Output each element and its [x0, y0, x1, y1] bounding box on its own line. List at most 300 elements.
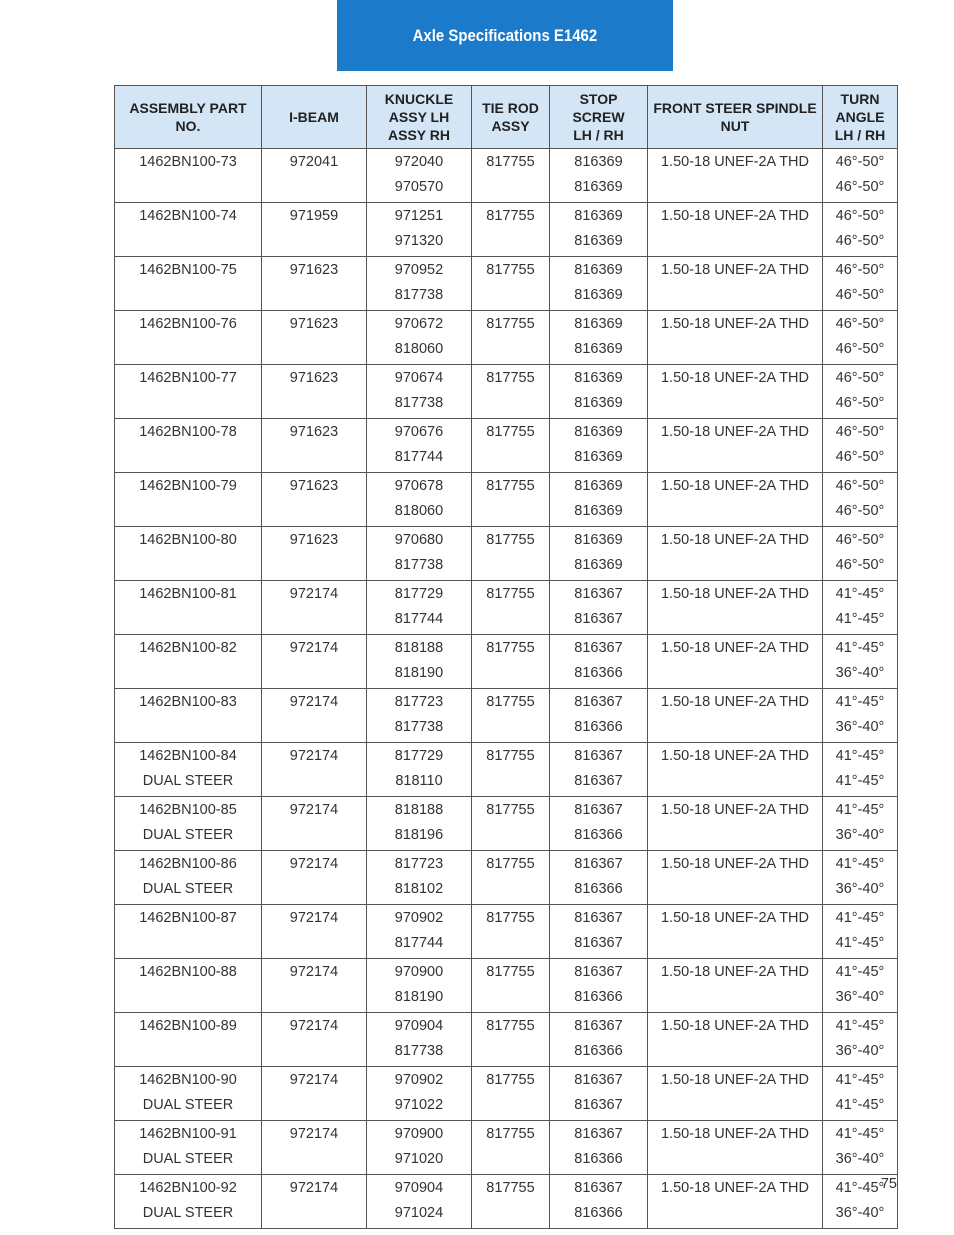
cell-value: 816369: [574, 449, 623, 465]
cell-value: 1.50-18 UNEF-2A THD: [660, 154, 809, 170]
column-header-tie-rod-assy: [472, 86, 550, 149]
cell-value: 1.50-18 UNEF-2A THD: [660, 910, 809, 926]
cell-value: 36°-40°: [835, 827, 885, 843]
cell-value: 817723: [394, 856, 444, 872]
cell-tie-rod-assy: [472, 581, 550, 635]
cell-assembly-part-no: [115, 473, 262, 527]
cell-value: 46°-50°: [835, 370, 885, 386]
cell-assembly-part-no: [115, 959, 262, 1013]
cell-tie-rod-assy: [472, 257, 550, 311]
cell-value: 817755: [486, 262, 535, 278]
cell-value: 971623: [289, 316, 339, 332]
cell-assembly-part-no: [115, 311, 262, 365]
cell-stop-screw: [550, 365, 648, 419]
cell-value: 817738: [394, 1043, 444, 1059]
table-row: [115, 851, 898, 905]
cell-tie-rod-assy: [472, 1067, 550, 1121]
cell-i-beam: [262, 581, 367, 635]
cell-value: 41°-45°: [835, 910, 885, 926]
cell-value: 1.50-18 UNEF-2A THD: [660, 424, 809, 440]
column-header-line: NO.: [175, 118, 201, 134]
cell-stop-screw: [550, 797, 648, 851]
cell-value: 972174: [289, 748, 339, 764]
cell-stop-screw: [550, 743, 648, 797]
cell-assembly-part-no: [115, 1121, 262, 1175]
cell-front-steer-spindle-nut: [648, 1121, 823, 1175]
cell-tie-rod-assy: [472, 689, 550, 743]
cell-assembly-part-no: [115, 905, 262, 959]
cell-knuckle-assy: [367, 311, 472, 365]
cell-value: 41°-45°: [835, 935, 885, 951]
cell-knuckle-assy: [367, 527, 472, 581]
cell-value: 816369: [574, 316, 623, 332]
cell-value: 817755: [486, 586, 535, 602]
cell-knuckle-assy: [367, 1121, 472, 1175]
cell-knuckle-assy: [367, 797, 472, 851]
cell-stop-screw: [550, 203, 648, 257]
cell-assembly-part-no: [115, 689, 262, 743]
cell-value: 46°-50°: [835, 478, 885, 494]
cell-value: 817755: [486, 748, 535, 764]
cell-knuckle-assy: [367, 419, 472, 473]
cell-value: 41°-45°: [835, 1126, 885, 1142]
cell-tie-rod-assy: [472, 1175, 550, 1229]
cell-value: 1.50-18 UNEF-2A THD: [660, 640, 809, 656]
cell-knuckle-assy: [367, 257, 472, 311]
table-row: [115, 905, 898, 959]
cell-i-beam: [262, 149, 367, 203]
cell-value: 41°-45°: [835, 773, 885, 789]
cell-value: 46°-50°: [835, 341, 885, 357]
column-header-line: NUT: [720, 118, 750, 134]
cell-i-beam: [262, 1121, 367, 1175]
cell-value: 817738: [394, 557, 444, 573]
table-row: [115, 257, 898, 311]
cell-value: 817738: [394, 287, 444, 303]
cell-value: 36°-40°: [835, 1151, 885, 1167]
cell-value: 1462BN100-83: [139, 694, 237, 710]
cell-assembly-part-no: [115, 797, 262, 851]
cell-value: 1.50-18 UNEF-2A THD: [660, 586, 809, 602]
table-row: [115, 1067, 898, 1121]
cell-stop-screw: [550, 851, 648, 905]
cell-value: DUAL STEER: [142, 1205, 234, 1221]
cell-value: 1462BN100-79: [139, 478, 237, 494]
cell-value: 1462BN100-74: [139, 208, 237, 224]
cell-front-steer-spindle-nut: [648, 851, 823, 905]
cell-value: 817755: [486, 856, 535, 872]
cell-front-steer-spindle-nut: [648, 527, 823, 581]
cell-value: 816366: [574, 827, 623, 843]
cell-knuckle-assy: [367, 365, 472, 419]
cell-value: 816369: [574, 233, 623, 249]
cell-value: 970570: [394, 179, 444, 195]
cell-knuckle-assy: [367, 149, 472, 203]
cell-turn-angle: [823, 797, 898, 851]
cell-assembly-part-no: [115, 635, 262, 689]
column-header-line: STOP SCREW: [572, 91, 625, 125]
cell-value: 817755: [486, 1072, 535, 1088]
table-row: [115, 1175, 898, 1229]
cell-tie-rod-assy: [472, 1013, 550, 1067]
cell-value: 816367: [574, 773, 623, 789]
cell-value: 972174: [289, 1072, 339, 1088]
cell-value: 1462BN100-76: [139, 316, 237, 332]
cell-value: 817729: [394, 748, 444, 764]
cell-i-beam: [262, 1013, 367, 1067]
cell-i-beam: [262, 1067, 367, 1121]
cell-knuckle-assy: [367, 959, 472, 1013]
cell-front-steer-spindle-nut: [648, 905, 823, 959]
cell-value: 817755: [486, 154, 535, 170]
cell-value: 41°-45°: [835, 856, 885, 872]
table-row: [115, 797, 898, 851]
cell-i-beam: [262, 851, 367, 905]
cell-assembly-part-no: [115, 1013, 262, 1067]
cell-turn-angle: [823, 851, 898, 905]
cell-value: 971623: [289, 262, 339, 278]
cell-value: 36°-40°: [835, 1205, 885, 1221]
cell-value: 46°-50°: [835, 262, 885, 278]
cell-value: 41°-45°: [835, 1097, 885, 1113]
cell-value: DUAL STEER: [142, 773, 234, 789]
cell-value: 816366: [574, 1043, 623, 1059]
cell-value: 816367: [574, 802, 623, 818]
table-row: [115, 419, 898, 473]
cell-knuckle-assy: [367, 1175, 472, 1229]
cell-value: 816369: [574, 532, 623, 548]
column-header-front-steer-spindle-nut: [648, 86, 823, 149]
cell-value: 818196: [394, 827, 444, 843]
cell-front-steer-spindle-nut: [648, 311, 823, 365]
table-row: [115, 149, 898, 203]
cell-value: 972174: [289, 964, 339, 980]
cell-value: 816369: [574, 478, 623, 494]
cell-value: 816367: [574, 611, 623, 627]
cell-value: 817755: [486, 802, 535, 818]
cell-value: 41°-45°: [835, 640, 885, 656]
cell-turn-angle: [823, 365, 898, 419]
cell-value: 816369: [574, 287, 623, 303]
cell-value: 816369: [574, 208, 623, 224]
cell-value: 971022: [394, 1097, 444, 1113]
column-header-line: I-BEAM: [289, 109, 339, 125]
cell-value: 816366: [574, 1151, 623, 1167]
page-header-banner: [337, 0, 673, 71]
cell-turn-angle: [823, 419, 898, 473]
cell-value: 816367: [574, 586, 623, 602]
cell-i-beam: [262, 311, 367, 365]
cell-tie-rod-assy: [472, 203, 550, 257]
cell-value: 36°-40°: [835, 1043, 885, 1059]
cell-value: 817744: [394, 611, 444, 627]
cell-i-beam: [262, 257, 367, 311]
cell-i-beam: [262, 203, 367, 257]
cell-turn-angle: [823, 527, 898, 581]
cell-front-steer-spindle-nut: [648, 365, 823, 419]
cell-value: 46°-50°: [835, 154, 885, 170]
cell-i-beam: [262, 797, 367, 851]
cell-turn-angle: [823, 959, 898, 1013]
cell-value: 46°-50°: [835, 233, 885, 249]
cell-value: 818102: [394, 881, 444, 897]
cell-value: 46°-50°: [835, 395, 885, 411]
cell-value: 816367: [574, 1072, 623, 1088]
cell-assembly-part-no: [115, 743, 262, 797]
cell-tie-rod-assy: [472, 743, 550, 797]
cell-front-steer-spindle-nut: [648, 743, 823, 797]
cell-value: 41°-45°: [835, 1072, 885, 1088]
cell-value: 41°-45°: [835, 748, 885, 764]
table-row: [115, 635, 898, 689]
cell-assembly-part-no: [115, 419, 262, 473]
cell-value: 816369: [574, 262, 623, 278]
cell-value: 817755: [486, 424, 535, 440]
table-row: [115, 311, 898, 365]
cell-value: 970904: [394, 1180, 444, 1196]
cell-front-steer-spindle-nut: [648, 1175, 823, 1229]
cell-value: 816369: [574, 557, 623, 573]
cell-i-beam: [262, 635, 367, 689]
column-header-knuckle-assy: [367, 86, 472, 149]
cell-front-steer-spindle-nut: [648, 149, 823, 203]
cell-i-beam: [262, 365, 367, 419]
cell-value: 816367: [574, 1097, 623, 1113]
cell-value: 1462BN100-91: [139, 1126, 237, 1142]
cell-value: 972040: [394, 154, 444, 170]
cell-value: DUAL STEER: [142, 881, 234, 897]
cell-value: 818110: [395, 773, 443, 789]
cell-value: 36°-40°: [835, 989, 885, 1005]
cell-value: 817723: [394, 694, 444, 710]
column-header-line: ASSY RH: [388, 127, 450, 143]
cell-value: 816367: [574, 910, 623, 926]
table-row: [115, 1121, 898, 1175]
cell-value: 972174: [289, 802, 339, 818]
cell-value: 1462BN100-85: [139, 802, 237, 818]
cell-value: 46°-50°: [835, 316, 885, 332]
cell-value: 1.50-18 UNEF-2A THD: [660, 208, 809, 224]
cell-turn-angle: [823, 1013, 898, 1067]
cell-value: 1462BN100-81: [139, 586, 237, 602]
cell-value: 41°-45°: [835, 1180, 885, 1196]
cell-value: 971959: [289, 208, 339, 224]
cell-value: 816367: [574, 964, 623, 980]
cell-turn-angle: [823, 473, 898, 527]
cell-assembly-part-no: [115, 527, 262, 581]
cell-tie-rod-assy: [472, 149, 550, 203]
column-header-line: TURN: [840, 91, 880, 107]
cell-value: 1462BN100-80: [139, 532, 237, 548]
cell-value: 816366: [574, 881, 623, 897]
cell-i-beam: [262, 689, 367, 743]
cell-value: 36°-40°: [835, 719, 885, 735]
cell-value: 817755: [486, 1126, 535, 1142]
table-row: [115, 959, 898, 1013]
cell-value: 41°-45°: [835, 802, 885, 818]
cell-value: 41°-45°: [835, 611, 885, 627]
cell-value: 817755: [486, 694, 535, 710]
cell-value: 1.50-18 UNEF-2A THD: [660, 1126, 809, 1142]
cell-value: 817755: [486, 640, 535, 656]
cell-value: 1462BN100-78: [139, 424, 237, 440]
cell-front-steer-spindle-nut: [648, 257, 823, 311]
cell-value: 816366: [574, 1205, 623, 1221]
cell-value: 972174: [289, 1126, 339, 1142]
cell-value: 970900: [394, 964, 444, 980]
cell-turn-angle: [823, 635, 898, 689]
cell-value: 1462BN100-89: [139, 1018, 237, 1034]
cell-value: 1462BN100-82: [139, 640, 237, 656]
cell-value: 970680: [394, 532, 444, 548]
cell-value: 817755: [486, 478, 535, 494]
column-header-line: LH / RH: [834, 127, 886, 143]
cell-front-steer-spindle-nut: [648, 959, 823, 1013]
cell-value: 46°-50°: [835, 208, 885, 224]
cell-stop-screw: [550, 635, 648, 689]
cell-knuckle-assy: [367, 689, 472, 743]
cell-value: DUAL STEER: [142, 827, 234, 843]
cell-value: 1.50-18 UNEF-2A THD: [660, 1018, 809, 1034]
cell-value: 817755: [486, 910, 535, 926]
cell-value: 1.50-18 UNEF-2A THD: [660, 748, 809, 764]
cell-front-steer-spindle-nut: [648, 581, 823, 635]
cell-value: 970676: [394, 424, 444, 440]
table-header-row: [115, 86, 898, 149]
cell-value: 816367: [574, 856, 623, 872]
cell-tie-rod-assy: [472, 959, 550, 1013]
cell-value: 817738: [394, 719, 444, 735]
cell-value: 46°-50°: [835, 532, 885, 548]
cell-i-beam: [262, 473, 367, 527]
cell-tie-rod-assy: [472, 473, 550, 527]
cell-i-beam: [262, 959, 367, 1013]
cell-value: 970678: [394, 478, 444, 494]
cell-value: 972174: [289, 640, 339, 656]
cell-value: 816367: [574, 1126, 623, 1142]
cell-value: 816369: [574, 424, 623, 440]
cell-value: 1462BN100-84: [139, 748, 237, 764]
cell-tie-rod-assy: [472, 311, 550, 365]
cell-stop-screw: [550, 473, 648, 527]
cell-value: 972174: [289, 910, 339, 926]
column-header-line: ASSY LH: [388, 109, 450, 125]
cell-tie-rod-assy: [472, 851, 550, 905]
table-row: [115, 743, 898, 797]
cell-value: DUAL STEER: [142, 1151, 234, 1167]
cell-stop-screw: [550, 959, 648, 1013]
cell-value: 970952: [394, 262, 444, 278]
cell-assembly-part-no: [115, 851, 262, 905]
cell-front-steer-spindle-nut: [648, 1013, 823, 1067]
cell-value: 816366: [574, 989, 623, 1005]
column-header-line: FRONT STEER SPINDLE: [653, 100, 817, 116]
cell-value: 46°-50°: [835, 503, 885, 519]
column-header-assembly-part-no: [115, 86, 262, 149]
page-number: 75: [880, 1176, 897, 1192]
cell-value: 970672: [394, 316, 444, 332]
table-row: [115, 203, 898, 257]
cell-assembly-part-no: [115, 203, 262, 257]
cell-front-steer-spindle-nut: [648, 689, 823, 743]
cell-i-beam: [262, 419, 367, 473]
cell-stop-screw: [550, 527, 648, 581]
cell-stop-screw: [550, 1121, 648, 1175]
cell-value: 971623: [289, 370, 339, 386]
cell-value: 817744: [394, 449, 444, 465]
cell-value: 817755: [486, 532, 535, 548]
cell-value: 1.50-18 UNEF-2A THD: [660, 856, 809, 872]
cell-value: 1462BN100-77: [139, 370, 237, 386]
cell-value: 971623: [289, 478, 339, 494]
cell-turn-angle: [823, 1067, 898, 1121]
cell-value: 817755: [486, 1180, 535, 1196]
cell-stop-screw: [550, 419, 648, 473]
cell-value: 1462BN100-90: [139, 1072, 237, 1088]
table-row: [115, 581, 898, 635]
cell-value: 970900: [394, 1126, 444, 1142]
cell-value: 817738: [394, 395, 444, 411]
cell-assembly-part-no: [115, 1067, 262, 1121]
cell-value: 41°-45°: [835, 586, 885, 602]
cell-value: 46°-50°: [835, 557, 885, 573]
cell-turn-angle: [823, 203, 898, 257]
cell-value: 970674: [394, 370, 444, 386]
cell-value: 817755: [486, 316, 535, 332]
cell-value: 817755: [486, 1018, 535, 1034]
cell-value: 816366: [574, 719, 623, 735]
cell-value: 816367: [574, 1018, 623, 1034]
cell-stop-screw: [550, 1013, 648, 1067]
column-header-line: ANGLE: [835, 109, 885, 125]
cell-value: 818060: [394, 503, 444, 519]
cell-assembly-part-no: [115, 257, 262, 311]
cell-tie-rod-assy: [472, 365, 550, 419]
cell-knuckle-assy: [367, 905, 472, 959]
cell-assembly-part-no: [115, 149, 262, 203]
cell-value: 46°-50°: [835, 179, 885, 195]
column-header-line: ASSY: [491, 118, 530, 134]
cell-value: 818190: [394, 665, 444, 681]
cell-tie-rod-assy: [472, 905, 550, 959]
cell-value: 816367: [574, 748, 623, 764]
cell-value: 1.50-18 UNEF-2A THD: [660, 370, 809, 386]
cell-value: 1.50-18 UNEF-2A THD: [660, 964, 809, 980]
cell-value: 1.50-18 UNEF-2A THD: [660, 262, 809, 278]
cell-stop-screw: [550, 149, 648, 203]
cell-value: 972174: [289, 856, 339, 872]
cell-value: 971020: [394, 1151, 444, 1167]
cell-front-steer-spindle-nut: [648, 419, 823, 473]
axle-specifications-table: [114, 85, 898, 1229]
cell-knuckle-assy: [367, 635, 472, 689]
cell-stop-screw: [550, 257, 648, 311]
cell-value: 1.50-18 UNEF-2A THD: [660, 1180, 809, 1196]
cell-value: 1462BN100-87: [139, 910, 237, 926]
cell-turn-angle: [823, 311, 898, 365]
cell-knuckle-assy: [367, 581, 472, 635]
cell-knuckle-assy: [367, 1067, 472, 1121]
cell-stop-screw: [550, 1067, 648, 1121]
cell-value: 971251: [394, 208, 444, 224]
column-header-line: KNUCKLE: [384, 91, 454, 107]
cell-value: 816369: [574, 179, 623, 195]
cell-front-steer-spindle-nut: [648, 797, 823, 851]
column-header-turn-angle: [823, 86, 898, 149]
cell-value: 41°-45°: [835, 964, 885, 980]
cell-value: 46°-50°: [835, 449, 885, 465]
cell-value: 971024: [394, 1205, 444, 1221]
